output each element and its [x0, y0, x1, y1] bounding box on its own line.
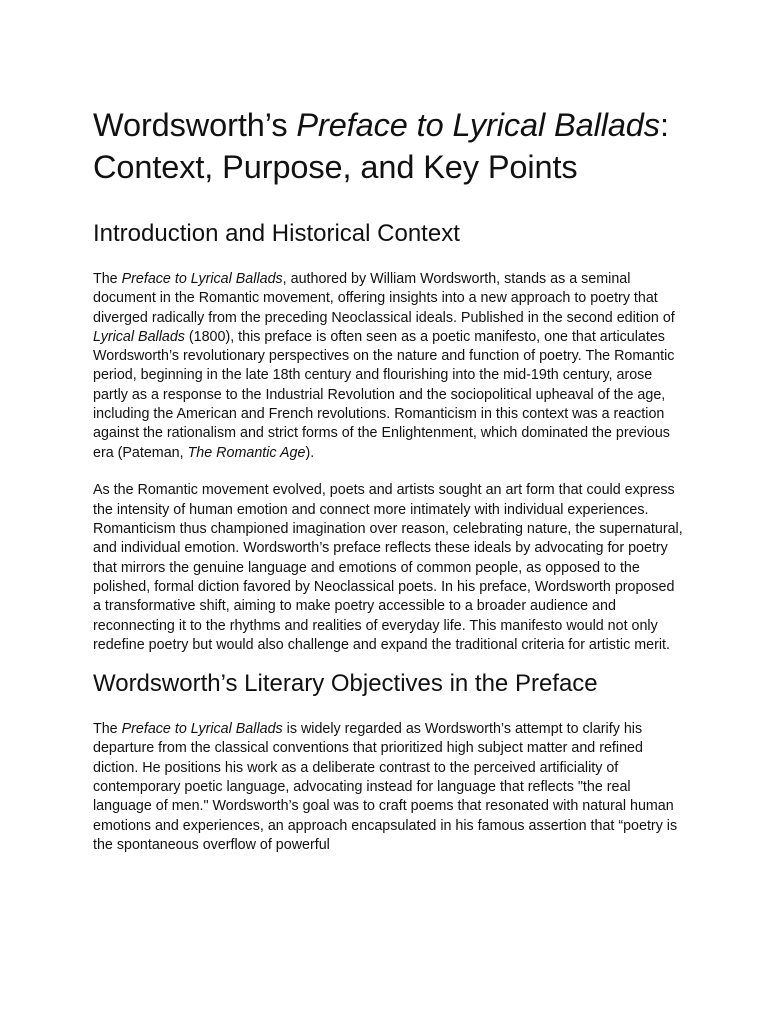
text-run: is widely regarded as Wordsworth’s attempt to clarify his departure from the classical conventions that prioritized high subject matter and refined diction. He positions his work as a deliberate contrast to the perceived artificiality of contemporary poetic language, advocating instead for language that reflects "the real language of men." Wordsworth’s goal was to craft poems that resonated with natural human emotions and experiences, an approach encapsulated in his famous assertion that “poetry is the spontaneous overflow of powerful [93, 721, 678, 853]
text-run: , authored by William Wordsworth, stands as a seminal document in the Romantic movement, offering insights into a new approach to poetry that diverged radically from the preceding Neoclassical ideals. Published in the second edition of [93, 271, 675, 326]
document-page [93, 104, 683, 874]
italic-run: Preface to Lyrical Ballads [121, 271, 283, 287]
section-heading-introduction: Introduction and Historical Context [93, 220, 460, 247]
title-part-3: : Context, Purpose, and Key Points [93, 107, 669, 185]
section-heading-objectives: Wordsworth’s Literary Objectives in the Preface [93, 670, 598, 698]
italic-run: The Romantic Age [187, 444, 306, 461]
title-part-2-italic: Preface to Lyrical Ballads [296, 107, 660, 143]
text-run: ). [305, 444, 315, 461]
paragraph-introduction-1 [93, 270, 683, 463]
italic-run: Lyrical Ballads [93, 328, 185, 345]
text-run: The [93, 271, 122, 287]
paragraph-objectives-1 [93, 720, 683, 855]
paragraph-introduction-2: As the Romantic movement evolved, poets and artists sought an art form that could express the intensity of human emotion and connect more intimately with individual experiences. Romanticism thus championed imagination over reason, celebrating nature, the supernatural, and individual emotion. Wordsworth’s preface reflects these ideals by advocating for poetry that mirrors the genuine language and emotions of common people, as opposed to the polished, formal diction favored by Neoclassical poets. In his preface, Wordsworth proposed a transformative shift, aiming to make poetry accessible to a broader audience and reconnecting it to the rhythms and realities of everyday life. This manifesto would not only redefine poetry but would also challenge and expand the traditional criteria for artistic merit. [93, 482, 683, 653]
text-run: The [93, 721, 122, 738]
title-part-1: Wordsworth’s [93, 107, 297, 143]
document-title [93, 104, 683, 188]
italic-run: Preface to Lyrical Ballads [121, 721, 283, 738]
text-run: (1800), this preface is often seen as a poetic manifesto, one that articulates Wordsworth’s revolutionary perspectives on the nature and function of poetry. The Romantic period, beginning in the late 18th century and flourishing into the mid-19th century, arose partly as a response to the Industrial Revolution and the sociopolitical upheaval of the age, including the American and French revolutions. Romanticism in this context was a reaction against the rationalism and strict forms of the Enlightenment, which dominated the previous era (Pateman, [93, 328, 675, 461]
